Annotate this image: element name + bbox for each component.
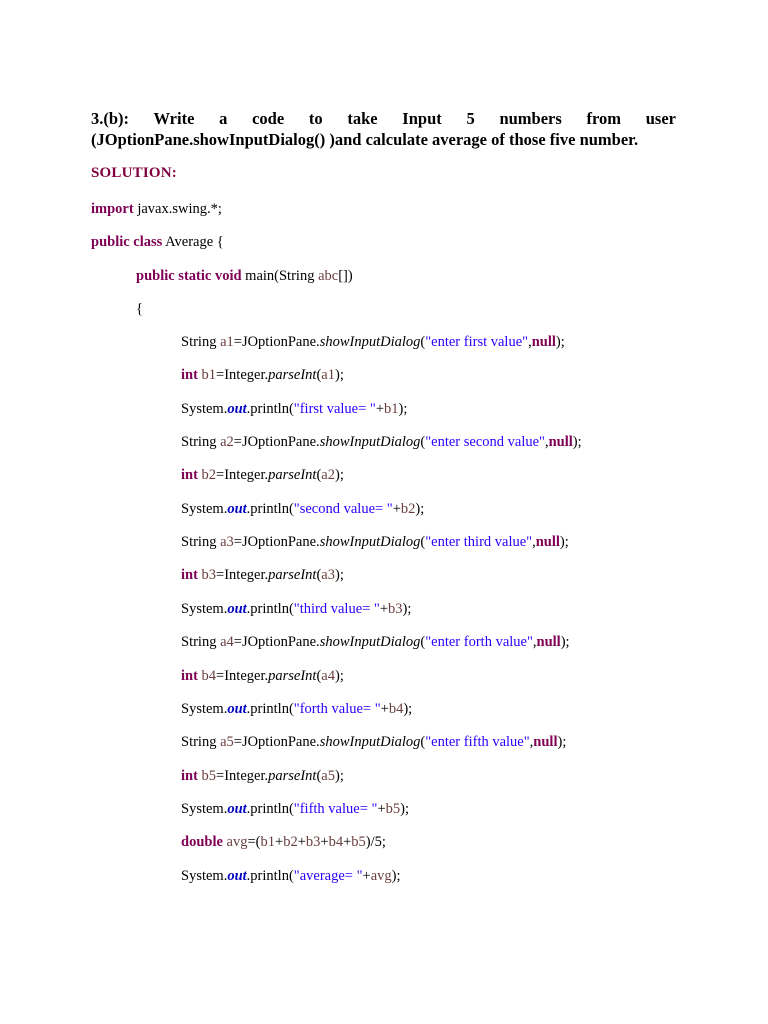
variable: b4 — [201, 668, 217, 684]
variable: a2 — [220, 434, 234, 450]
keyword: null — [548, 434, 573, 450]
code-text: , — [532, 634, 537, 650]
string-literal: "forth value= " — [293, 701, 381, 717]
code-text: System. — [181, 501, 228, 517]
code-text: =Integer. — [216, 367, 269, 383]
code-text: String — [181, 434, 221, 450]
code-text: ( — [420, 434, 426, 450]
code-text: ( — [316, 668, 322, 684]
variable: a3 — [220, 534, 234, 550]
variable: a5 — [220, 734, 234, 750]
code-line — [181, 667, 344, 685]
keyword: null — [533, 734, 558, 750]
code-line — [181, 400, 407, 418]
code-text: ); — [391, 868, 401, 884]
code-text: ); — [334, 768, 344, 784]
code-line — [181, 466, 344, 484]
code-text: ( — [316, 367, 322, 383]
code-text: javax.swing.*; — [133, 201, 222, 217]
code-text: ( — [420, 534, 426, 550]
operator: + — [297, 834, 306, 850]
keyword: null — [531, 334, 556, 350]
variable: b1 — [260, 834, 275, 850]
code-line — [181, 533, 569, 551]
static-field: out — [227, 501, 247, 517]
keyword: int — [181, 768, 198, 784]
code-text: .println( — [246, 501, 294, 517]
code-text: , — [544, 434, 549, 450]
variable: a4 — [321, 668, 335, 684]
code-text: ); — [402, 601, 412, 617]
code-text: =JOptionPane. — [233, 634, 320, 650]
code-line-import — [91, 200, 222, 218]
static-method: parseInt — [268, 668, 317, 684]
keyword: public static void — [136, 268, 242, 284]
code-text: ); — [334, 367, 344, 383]
variable: b1 — [201, 367, 217, 383]
code-text: ); — [559, 534, 569, 550]
code-text: String — [181, 734, 221, 750]
code-text: ( — [420, 734, 426, 750]
code-line — [181, 433, 582, 451]
code-line — [181, 800, 409, 818]
variable: b2 — [283, 834, 298, 850]
code-text: System. — [181, 801, 228, 817]
code-line — [181, 566, 344, 584]
variable: b5 — [351, 834, 366, 850]
code-text: =Integer. — [216, 768, 269, 784]
code-text: + — [379, 601, 389, 617]
code-text: ( — [316, 768, 322, 784]
code-text: ); — [555, 334, 565, 350]
keyword: int — [181, 367, 198, 383]
code-text: System. — [181, 401, 228, 417]
solution-label: SOLUTION: — [91, 165, 177, 181]
code-text: ); — [398, 401, 408, 417]
static-field: out — [227, 401, 247, 417]
keyword: null — [536, 634, 561, 650]
code-text: , — [532, 534, 536, 550]
variable: b3 — [388, 601, 403, 617]
variable: b2 — [201, 467, 217, 483]
static-method: showInputDialog — [319, 634, 421, 650]
code-text: =( — [247, 834, 261, 850]
question-text — [91, 108, 676, 150]
operator: + — [320, 834, 329, 850]
variable: b5 — [201, 768, 217, 784]
operator: + — [275, 834, 284, 850]
variable: a3 — [321, 567, 335, 583]
code-text: )/5; — [365, 834, 386, 850]
code-text: =JOptionPane. — [233, 434, 320, 450]
code-text: ); — [557, 734, 567, 750]
code-text: .println( — [246, 401, 294, 417]
code-text: + — [380, 701, 389, 717]
static-field: out — [227, 801, 247, 817]
code-text: + — [377, 801, 386, 817]
code-text: ); — [415, 501, 425, 517]
code-text: ( — [420, 334, 426, 350]
code-text: .println( — [246, 868, 294, 884]
static-method: parseInt — [268, 367, 317, 383]
variable: avg — [226, 834, 248, 850]
variable: a4 — [220, 634, 234, 650]
code-text: ( — [316, 567, 322, 583]
code-line — [181, 733, 566, 751]
string-literal: "enter second value" — [425, 434, 545, 450]
string-literal: "third value= " — [293, 601, 380, 617]
keyword: import — [91, 201, 134, 217]
code-text: String — [181, 534, 221, 550]
question-line-1: 3.(b): Write a code to take Input 5 numbers from user — [91, 109, 676, 128]
code-text: []) — [338, 268, 353, 284]
code-text: ); — [403, 701, 413, 717]
variable: a5 — [321, 768, 335, 784]
code-text: ); — [334, 567, 344, 583]
static-method: showInputDialog — [319, 534, 421, 550]
static-field: out — [227, 601, 247, 617]
variable: b1 — [384, 401, 399, 417]
keyword: double — [181, 834, 223, 850]
keyword: public class — [91, 234, 163, 250]
code-text: =JOptionPane. — [233, 534, 320, 550]
string-literal: "enter third value" — [425, 534, 533, 550]
code-text: ); — [334, 668, 344, 684]
static-field: out — [227, 868, 247, 884]
code-line — [181, 500, 424, 518]
code-text: ); — [572, 434, 582, 450]
code-text: Average { — [162, 234, 224, 250]
code-text: + — [362, 868, 371, 884]
string-literal: "fifth value= " — [293, 801, 378, 817]
code-text: System. — [181, 601, 228, 617]
static-method: parseInt — [268, 467, 317, 483]
code-text: , — [529, 734, 534, 750]
static-field: out — [227, 701, 247, 717]
code-line — [181, 767, 344, 785]
code-text: =JOptionPane. — [233, 734, 320, 750]
string-literal: "enter first value" — [425, 334, 529, 350]
question-line-2: (JOptionPane.showInputDialog() )and calculate average of those five number. — [91, 130, 639, 149]
variable: b4 — [328, 834, 344, 850]
code-text: + — [392, 501, 401, 517]
code-line-open-brace: { — [136, 301, 143, 317]
variable: b2 — [400, 501, 416, 517]
operator: + — [343, 834, 352, 850]
code-line — [181, 333, 565, 351]
keyword: null — [535, 534, 560, 550]
code-text: ( — [420, 634, 426, 650]
code-line — [181, 366, 344, 384]
code-line-main — [136, 267, 353, 285]
string-literal: "first value= " — [293, 401, 376, 417]
static-method: showInputDialog — [319, 334, 421, 350]
keyword: int — [181, 567, 198, 583]
static-method: showInputDialog — [319, 434, 421, 450]
code-line — [181, 600, 411, 618]
code-line — [181, 833, 386, 851]
code-text: .println( — [246, 801, 294, 817]
variable: b4 — [388, 701, 404, 717]
code-text: =Integer. — [216, 567, 269, 583]
code-text: String — [181, 634, 221, 650]
variable: b3 — [305, 834, 321, 850]
static-method: parseInt — [268, 567, 317, 583]
code-text: ); — [560, 634, 570, 650]
code-text: System. — [181, 701, 228, 717]
static-method: parseInt — [268, 768, 317, 784]
string-literal: "second value= " — [293, 501, 393, 517]
variable: a2 — [321, 467, 335, 483]
code-line — [181, 867, 401, 885]
code-text: String — [181, 334, 221, 350]
code-text: ); — [400, 801, 409, 817]
static-method: showInputDialog — [319, 734, 421, 750]
code-param: abc — [318, 268, 339, 284]
variable: a1 — [220, 334, 234, 350]
code-text: ( — [316, 467, 322, 483]
code-text: =Integer. — [216, 668, 269, 684]
code-text: .println( — [246, 601, 294, 617]
variable: b5 — [385, 801, 401, 817]
variable: avg — [370, 868, 392, 884]
code-text: , — [528, 334, 532, 350]
code-text: =JOptionPane. — [233, 334, 320, 350]
keyword: int — [181, 668, 198, 684]
string-literal: "enter forth value" — [425, 634, 533, 650]
code-line-class — [91, 233, 224, 251]
code-line — [181, 700, 412, 718]
code-text: .println( — [246, 701, 294, 717]
code-text: + — [375, 401, 385, 417]
string-literal: "enter fifth value" — [425, 734, 530, 750]
code-text: ); — [334, 467, 344, 483]
variable: a1 — [321, 367, 335, 383]
code-line — [181, 633, 570, 651]
code-text: =Integer. — [216, 467, 269, 483]
variable: b3 — [201, 567, 217, 583]
keyword: int — [181, 467, 198, 483]
code-text: main(String — [241, 268, 319, 284]
string-literal: "average= " — [293, 868, 363, 884]
code-text: System. — [181, 868, 228, 884]
